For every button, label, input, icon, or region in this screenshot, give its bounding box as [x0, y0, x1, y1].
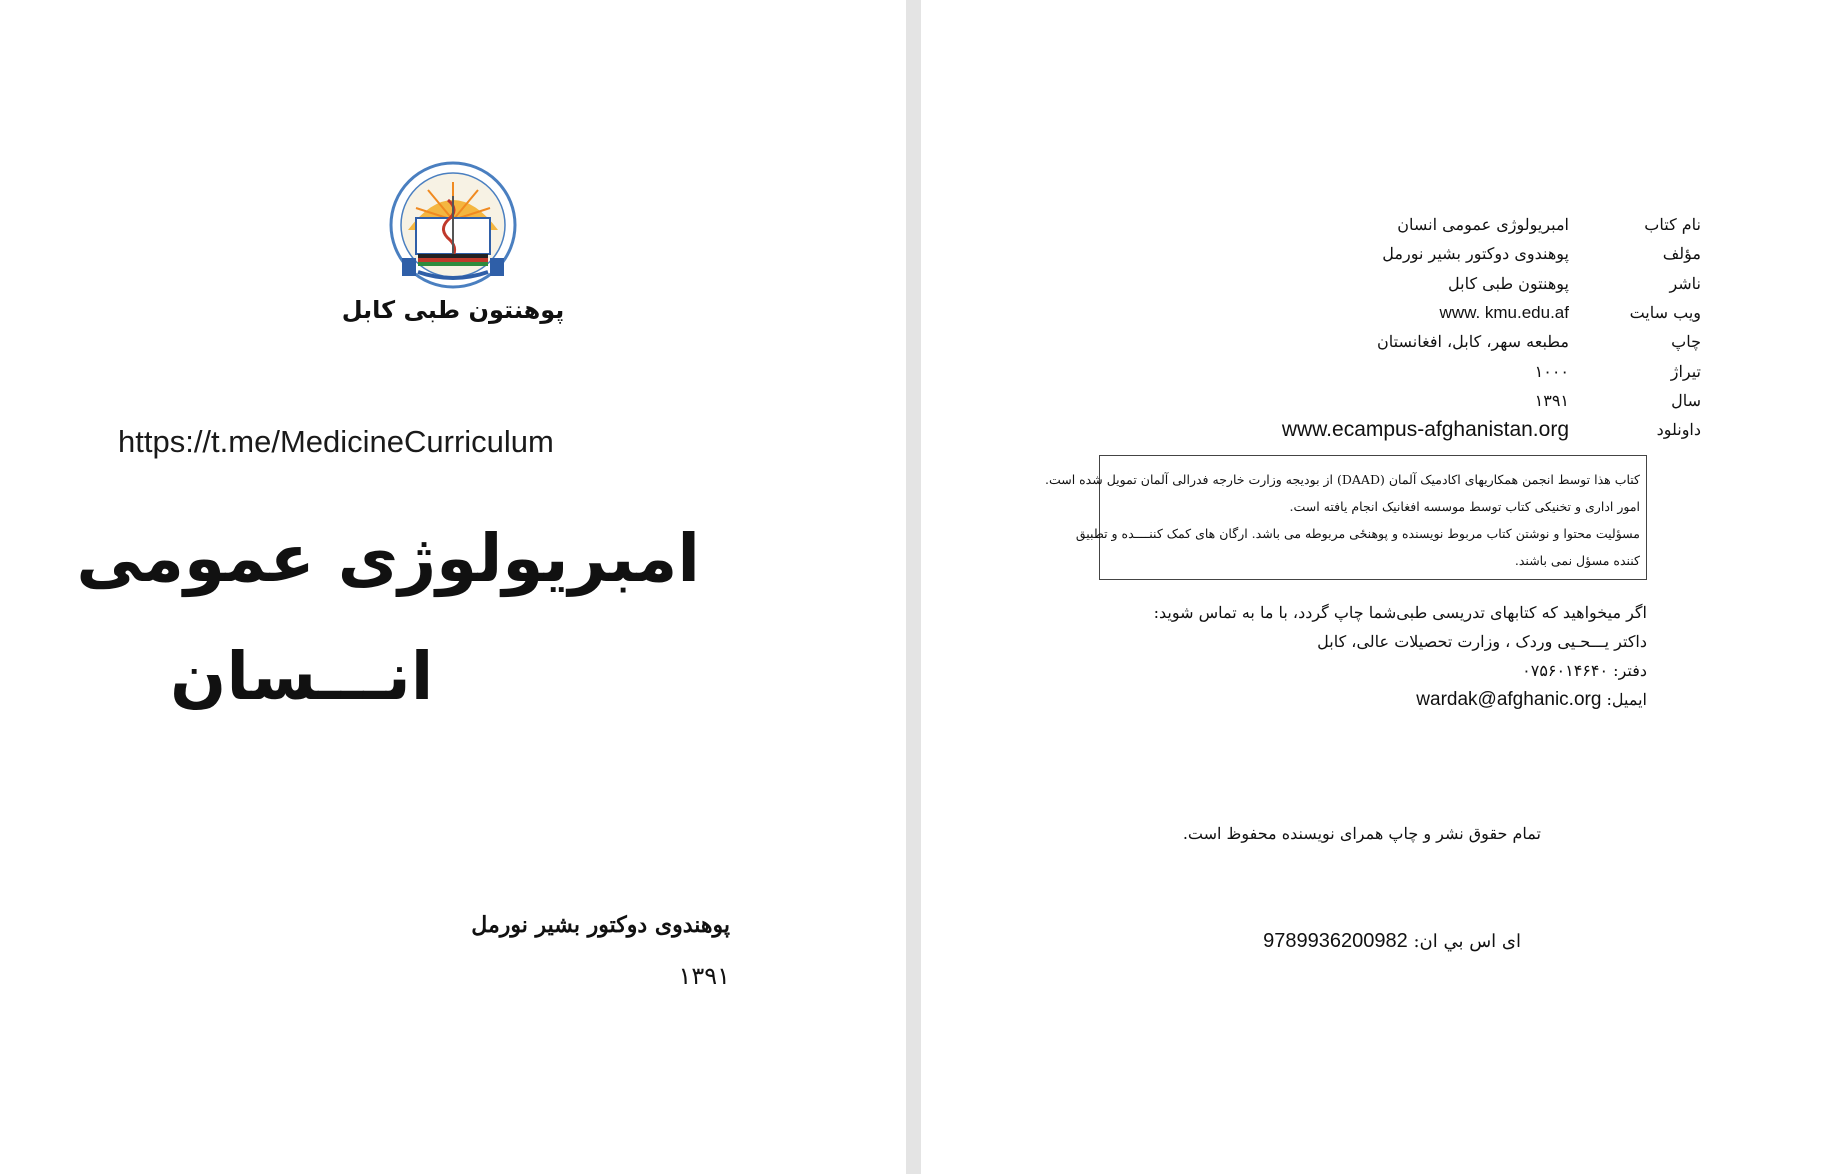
funding-notice-box	[1044, 455, 1647, 580]
info-label: ناشر	[1669, 273, 1701, 293]
notice-line: کننده مسؤل نمی باشند.	[1514, 553, 1640, 568]
info-row-author	[1151, 239, 1701, 268]
info-value: ۱۳۹۱	[1534, 390, 1569, 410]
office-line	[1121, 656, 1647, 685]
info-row-website	[1151, 298, 1701, 327]
info-value: پوهندوی دوکتور بشیر نورمل	[1382, 244, 1569, 264]
university-seal-icon	[388, 160, 518, 290]
notice-line: مسؤلیت محتوا و نوشتن کتاب مربوط نویسنده و پوهنځی مربوطه می باشد. ارگان های کمک کننــــده و تطبیق	[1075, 526, 1640, 541]
info-label: نام کتاب	[1644, 215, 1701, 235]
email-label: ایمیل:	[1606, 690, 1647, 709]
info-label: داونلود	[1656, 420, 1701, 440]
website-link[interactable]: www. kmu.edu.af	[1439, 302, 1569, 322]
info-value: پوهنتون طبی کابل	[1448, 273, 1569, 293]
book-title-line-1: امبریولوژی عمومی	[76, 520, 700, 597]
book-title	[76, 500, 700, 736]
info-value: ۱۰۰۰	[1534, 361, 1569, 381]
info-label: ویب سایت	[1629, 303, 1701, 323]
info-row-year	[1151, 386, 1701, 415]
download-link[interactable]: www.ecampus-afghanistan.org	[1281, 417, 1569, 441]
left-page	[0, 0, 906, 1174]
email-line	[1121, 685, 1647, 714]
info-label: تیراژ	[1670, 361, 1701, 381]
info-row-print	[1151, 327, 1701, 356]
publication-year: ۱۳۹۱	[678, 962, 730, 990]
office-label: دفتر:	[1613, 661, 1647, 680]
notice-line: امور اداری و تخنیکی کتاب توسط موسسه افغانیک انجام یافته است.	[1289, 499, 1640, 514]
email-link[interactable]: wardak@afghanic.org	[1416, 689, 1602, 710]
info-label: سال	[1671, 390, 1701, 410]
info-value: مطبعه سهر، کابل، افغانستان	[1377, 332, 1569, 352]
info-row-book-name	[1151, 210, 1701, 239]
isbn-label: ای اس بي ان:	[1413, 931, 1521, 952]
contact-section	[1121, 598, 1647, 714]
isbn-line	[1141, 930, 1521, 953]
info-label: مؤلف	[1662, 244, 1701, 264]
contact-intro: اگر میخواهید که کتابهای تدریسی طبی‌شما چاپ گردد، با ما به تماس شوید:	[1153, 603, 1647, 622]
telegram-link[interactable]: https://t.me/MedicineCurriculum	[118, 424, 554, 459]
info-row-download	[1151, 415, 1701, 444]
info-row-circulation	[1151, 356, 1701, 385]
right-page	[921, 0, 1827, 1174]
info-label: چاپ	[1671, 332, 1701, 352]
author-name: پوهندوی دوکتور بشیر نورمل	[471, 912, 730, 938]
notice-line: کتاب هذا توسط انجمن همکاریهای اکادمیک آلمان (DAAD) از بودیجه وزارت خارجه فدرالی آلمان تمویل شده است.	[1044, 472, 1640, 487]
info-row-publisher	[1151, 269, 1701, 298]
info-value: امبریولوژی عمومی انسان	[1397, 215, 1569, 235]
university-name: پوهنتون طبی کابل	[341, 296, 565, 324]
book-info-table	[1151, 210, 1701, 444]
contact-person: داکتر یـــحـیی وردک ، وزارت تحصیلات عالی، کابل	[1317, 632, 1647, 651]
office-number: ۰۷۵۶۰۱۴۶۴۰	[1522, 661, 1609, 680]
copyright-notice: تمام حقوق نشر و چاپ همرای نویسنده محفوظ است.	[1182, 824, 1541, 843]
university-logo	[388, 160, 518, 290]
isbn-number: 9789936200982	[1263, 930, 1408, 952]
book-title-line-2: انـــسان	[170, 638, 434, 715]
